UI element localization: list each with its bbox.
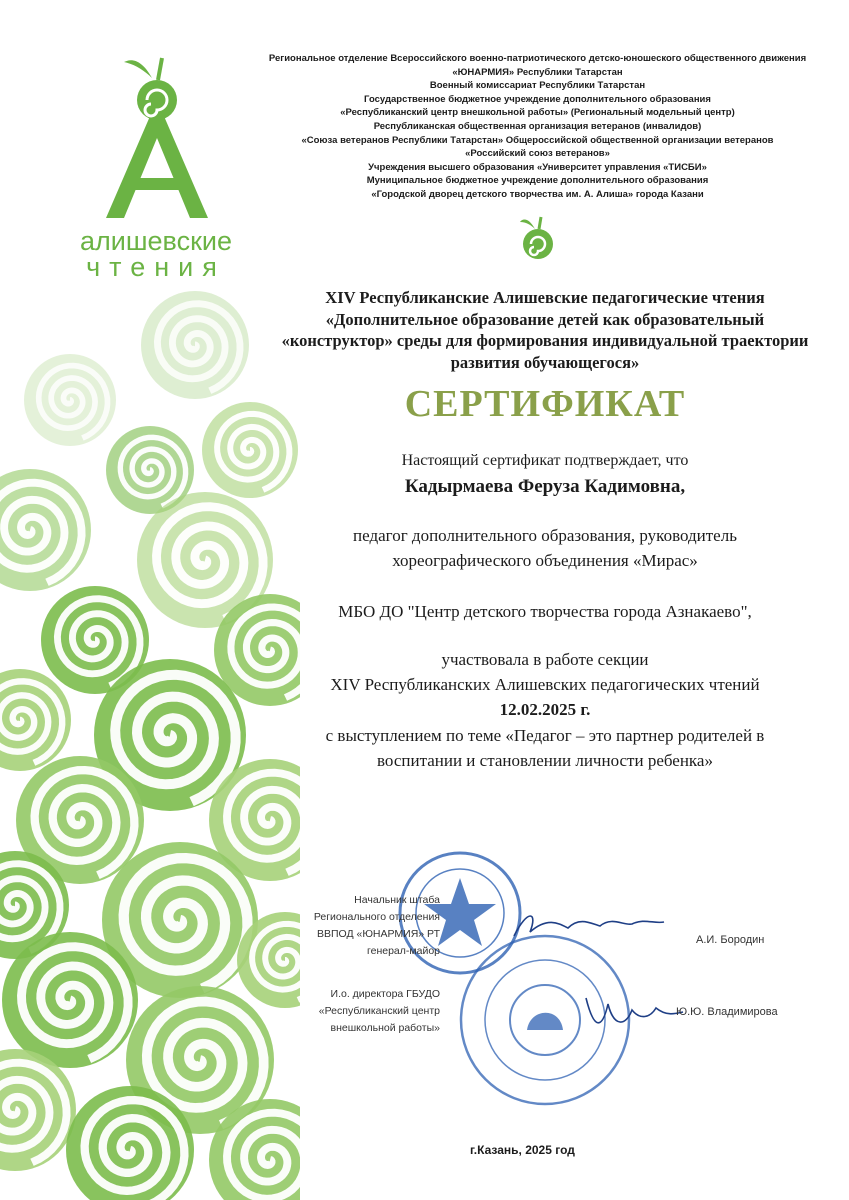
signatory1-title-line: генерал-майор (367, 945, 440, 957)
signature-borodin (508, 902, 668, 947)
certificate-intro: Настоящий сертификат подтверждает, что (401, 452, 689, 469)
topic-line1: с выступлением по теме «Педагог – это партнер родителей в (325, 726, 765, 745)
certificate-title: СЕРТИФИКАТ (404, 383, 686, 425)
signature-vladimirova (580, 988, 685, 1038)
logo-title-line1: алишевские (80, 226, 232, 256)
signatory1-title (250, 892, 440, 960)
organizer-line: Военный комиссариат Республики Татарстан (429, 80, 646, 92)
institution: МБО ДО "Центр детского творчества города Азнакаево", (338, 602, 752, 621)
event-title-line: развития обучающегося» (450, 352, 640, 372)
signatory1-title-line: Регионального отделения (313, 911, 440, 923)
signatory2-name: Ю.Ю. Владимирова (676, 1006, 778, 1018)
organizer-line: Республиканская общественная организация ветеранов (инвалидов) (373, 120, 702, 132)
footer-place-year: г.Казань, 2025 год (470, 1143, 575, 1157)
organizer-line: «Городской дворец детского творчества им. А. Алиша» города Казани (371, 188, 704, 200)
event-title-line: «конструктор» среды для формирования индивидуальной траектории (281, 331, 809, 350)
organizer-line: «ЮНАРМИЯ» Республики Татарстан (452, 66, 623, 78)
organizer-line: Учреждения высшего образования «Университет управления «ТИСБИ» (368, 161, 707, 173)
signatory1-name: А.И. Бородин (696, 934, 765, 946)
apple-spiral-icon (517, 214, 559, 266)
event-title-line: XIV Республиканские Алишевские педагогические чтения (325, 288, 765, 307)
organizers-list (250, 52, 825, 202)
position-line2: хореографического объединения «Мирас» (392, 551, 698, 570)
organizer-line: Муниципальное бюджетное учреждение дополнительного образования (366, 175, 709, 187)
signatory2-title (250, 986, 440, 1037)
participation-line2: XIV Республиканских Алишевских педагогических чтений (330, 675, 760, 694)
organizer-line: «Республиканский центр внешкольной работы» (Региональный модельный центр) (340, 107, 735, 119)
position-line1: педагог дополнительного образования, руководитель (353, 526, 737, 545)
event-title-line: «Дополнительное образование детей как образовательный (325, 309, 765, 329)
organizer-line: «Союза ветеранов Республики Татарстан» Общероссийской общественной организации ветеранов (301, 134, 774, 146)
organizer-line: Государственное бюджетное учреждение дополнительного образования (364, 93, 711, 105)
event-title (255, 287, 835, 373)
signatory1-title-line: Начальник штаба (354, 894, 440, 906)
participation-line1: участвовала в работе секции (441, 650, 649, 669)
signatory1-title-line: ВВПОД «ЮНАРМИЯ» РТ (316, 928, 440, 940)
signatory2-title-line: внешкольной работы» (330, 1022, 440, 1034)
topic-line2: воспитании и становлении личности ребенка» (377, 751, 713, 770)
signatory2-title-line: И.о. директора ГБУДО (330, 988, 440, 1000)
logo-title-line2: чтения (86, 252, 226, 282)
organizer-line: Региональное отделение Всероссийского военно-патриотического детско-юношеского общественного движения (268, 53, 807, 64)
recipient-name: Кадырмаева Феруза Кадимовна, (404, 476, 686, 497)
organizer-line: «Российский союз ветеранов» (465, 148, 610, 160)
signatory2-title-line: «Республиканский центр (318, 1005, 440, 1017)
event-date: 12.02.2025 г. (499, 700, 591, 719)
